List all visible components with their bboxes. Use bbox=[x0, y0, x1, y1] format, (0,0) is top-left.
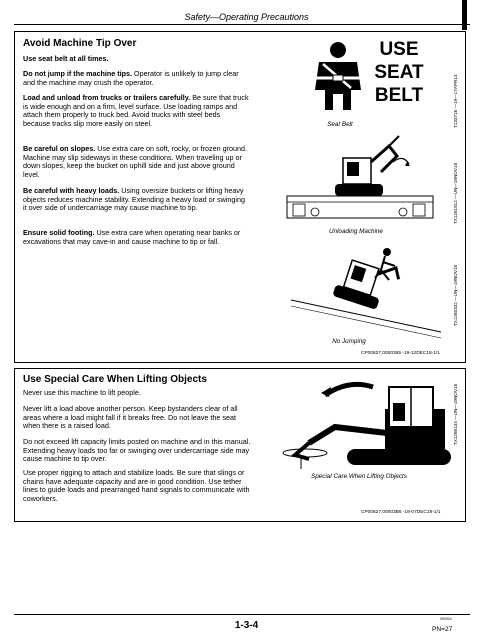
footer-rule bbox=[14, 614, 470, 615]
lifting-excavator-illustration bbox=[265, 373, 455, 471]
no-jumping-illustration bbox=[291, 240, 441, 335]
lifting-objects-section bbox=[14, 368, 466, 522]
page-header-title: Safety—Operating Precautions bbox=[184, 12, 309, 22]
seat-belt-caption: Seat Belt bbox=[327, 121, 353, 128]
para-text: Operator is unlikely to jump clear and the machine may crush the operator. bbox=[23, 69, 239, 87]
para-text: Using oversize buckets or lifting heavy objects reduces machine stability. Extending a heavy load or swinging it over side of undercarriage may cause machine to tip. bbox=[23, 186, 246, 213]
seatbelt-person-icon bbox=[307, 40, 369, 116]
lifting-caption: Special Care When Lifting Objects bbox=[311, 473, 407, 480]
para-lead: Do not jump if the machine tips. bbox=[23, 69, 133, 78]
figure-code: TX1265332 —UN—19NOV18 bbox=[453, 264, 458, 326]
page-number: 1-3-4 bbox=[234, 620, 259, 631]
paragraph: Never use this machine to lift people. bbox=[23, 388, 141, 397]
para-text: Use extra care on soft, rocky, or frozen ground. Machine may slip sideways in these conditions. When traveling up or down slopes, keep the bucket on uphill side and just above ground level. bbox=[23, 144, 247, 179]
no-jumping-caption: No Jumping bbox=[332, 338, 366, 345]
paragraph bbox=[23, 94, 249, 128]
para-lead: Ensure solid footing. bbox=[23, 228, 95, 237]
sign-line: BELT bbox=[374, 85, 424, 106]
paragraph: Do not exceed lift capacity limits posted on machine and in this manual. Extending heavy loads too far or swinging over undercarriage side may cause machine to tip over. bbox=[23, 437, 251, 464]
unloading-machine-illustration bbox=[285, 132, 435, 224]
unloading-caption: Unloading Machine bbox=[329, 228, 383, 235]
para-lead: Be careful with heavy loads. bbox=[23, 186, 120, 195]
document-reference: CP00627,00003B6 -19-07DEC18-1/1 bbox=[361, 510, 441, 515]
tip-over-section bbox=[14, 31, 466, 363]
figure-code: TX1261812 —UN—19NOV18 bbox=[453, 162, 458, 224]
para-lead: Be careful on slopes. bbox=[23, 144, 96, 153]
sign-line: SEAT bbox=[374, 62, 424, 83]
para-lead: Load and unload from trucks or trailers carefully. bbox=[23, 93, 191, 102]
document-reference: CP00627,0000385 -19-12DEC18-1/1 bbox=[361, 351, 440, 356]
figure-code: T133716 —19—17APR13 bbox=[453, 74, 458, 128]
paragraph bbox=[23, 55, 249, 64]
figure-code: TX1266134 —UN—19NOV18 bbox=[453, 383, 458, 445]
paragraph bbox=[23, 229, 249, 246]
paragraph bbox=[23, 145, 249, 179]
section-title: Avoid Machine Tip Over bbox=[23, 38, 137, 49]
para-lead: Use seat belt at all times. bbox=[23, 54, 109, 63]
footer-pn: PN=27 bbox=[432, 626, 453, 633]
paragraph bbox=[23, 70, 249, 87]
paragraph bbox=[23, 187, 249, 213]
para-text: Use extra care when operating near banks or excavations that may cave-in and cause machine to tip or fall. bbox=[23, 228, 241, 246]
paragraph: Never lift a load above another person. Keep bystanders clear of all areas where a load might fall if it breaks free. Do not leave the seat when there is a raised load. bbox=[23, 404, 238, 431]
corner-tab-mark bbox=[462, 0, 467, 30]
footer-date-code: 092924 bbox=[440, 617, 452, 621]
paragraph: Use proper rigging to attach and stabilize loads. Be sure that slings or chains have adequate capacity and are in good condition. Use tether lines to guide loads and prearranged hand signals to communicate with coworkers. bbox=[23, 468, 250, 503]
header-rule bbox=[14, 24, 470, 25]
use-seat-belt-sign bbox=[371, 38, 427, 107]
para-text: Be sure that truck is wide enough and on a firm, level surface. Use loading ramps and attach them properly to truck bed. Avoid trucks with steel beds because tracks slip more easily on steel. bbox=[23, 93, 249, 128]
sign-line: USE bbox=[379, 39, 419, 60]
section-title: Use Special Care When Lifting Objects bbox=[23, 374, 207, 385]
